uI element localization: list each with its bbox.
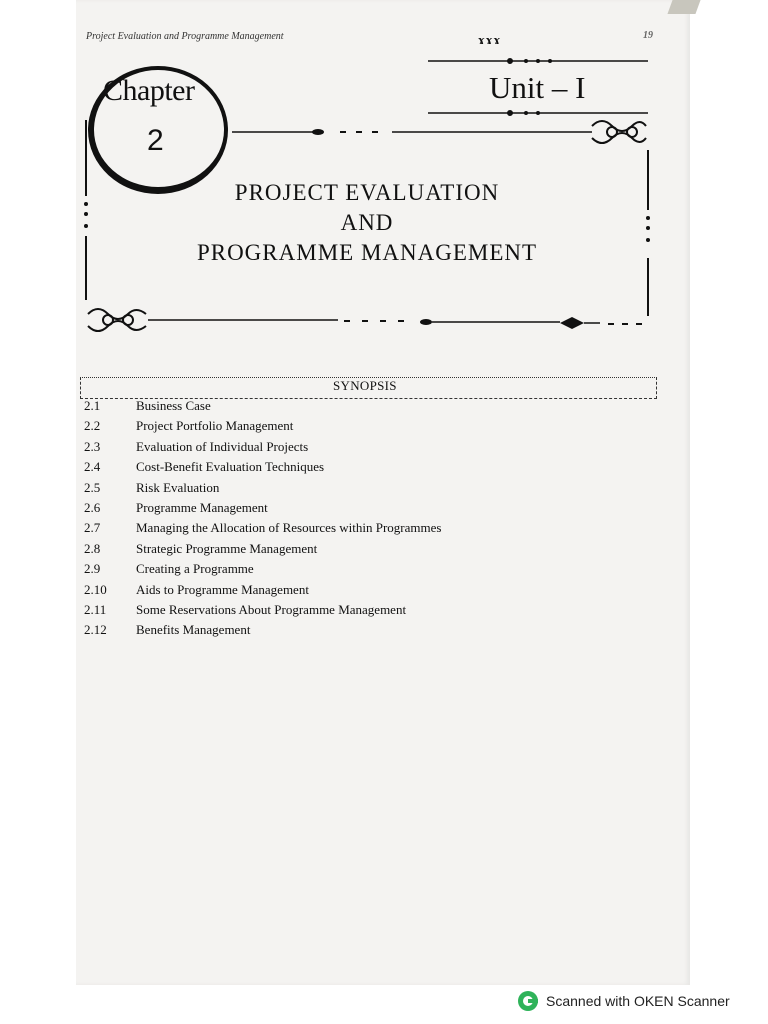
item-number: 2.5 <box>84 479 101 495</box>
chapter-title <box>160 178 574 268</box>
running-header-title: Project Evaluation and Programme Management <box>86 31 284 42</box>
item-number: 2.3 <box>84 438 101 454</box>
page-number: 19 <box>643 30 653 41</box>
item-number: 2.1 <box>84 398 101 413</box>
header-ornament: ɤɤɤ <box>478 32 502 47</box>
flourish-top-right <box>592 121 646 143</box>
item-number: 2.12 <box>84 622 107 638</box>
item-title: Project Portfolio Management <box>136 418 294 434</box>
chapter-title-line-1: PROJECT EVALUATION <box>234 180 500 205</box>
chapter-label: Chapter <box>103 74 195 107</box>
synopsis-heading: SYNOPSIS <box>333 378 397 393</box>
chapter-title-line-3: PROGRAMME MANAGEMENT <box>196 240 538 265</box>
scanner-watermark <box>518 991 730 1011</box>
item-title: Business Case <box>136 398 211 413</box>
item-number: 2.11 <box>84 601 107 617</box>
item-title: Risk Evaluation <box>136 479 220 495</box>
item-number: 2.7 <box>84 520 101 536</box>
item-number: 2.2 <box>84 418 101 434</box>
item-title: Some Reservations About Programme Management <box>136 601 407 617</box>
item-number: 2.9 <box>84 561 101 577</box>
item-title: Aids to Programme Management <box>136 581 309 597</box>
chapter-title-line-2: AND <box>340 210 394 235</box>
item-title: Programme Management <box>136 499 268 515</box>
item-number: 2.4 <box>84 459 101 475</box>
item-title: Benefits Management <box>136 622 251 638</box>
oken-scanner-logo-icon <box>518 991 538 1011</box>
item-number: 2.10 <box>84 581 107 597</box>
item-title: Creating a Programme <box>136 561 254 577</box>
item-title: Strategic Programme Management <box>136 540 318 556</box>
scanner-watermark-text: Scanned with OKEN Scanner <box>546 993 730 1009</box>
item-title: Evaluation of Individual Projects <box>136 438 309 454</box>
chapter-number: 2 <box>147 124 164 157</box>
item-title: Managing the Allocation of Resources within Programmes <box>136 520 442 536</box>
item-number: 2.6 <box>84 499 101 515</box>
flourish-bottom-left <box>88 309 146 331</box>
unit-title: Unit – I <box>489 70 586 105</box>
item-number: 2.8 <box>84 540 101 556</box>
item-title: Cost-Benefit Evaluation Techniques <box>136 459 325 475</box>
